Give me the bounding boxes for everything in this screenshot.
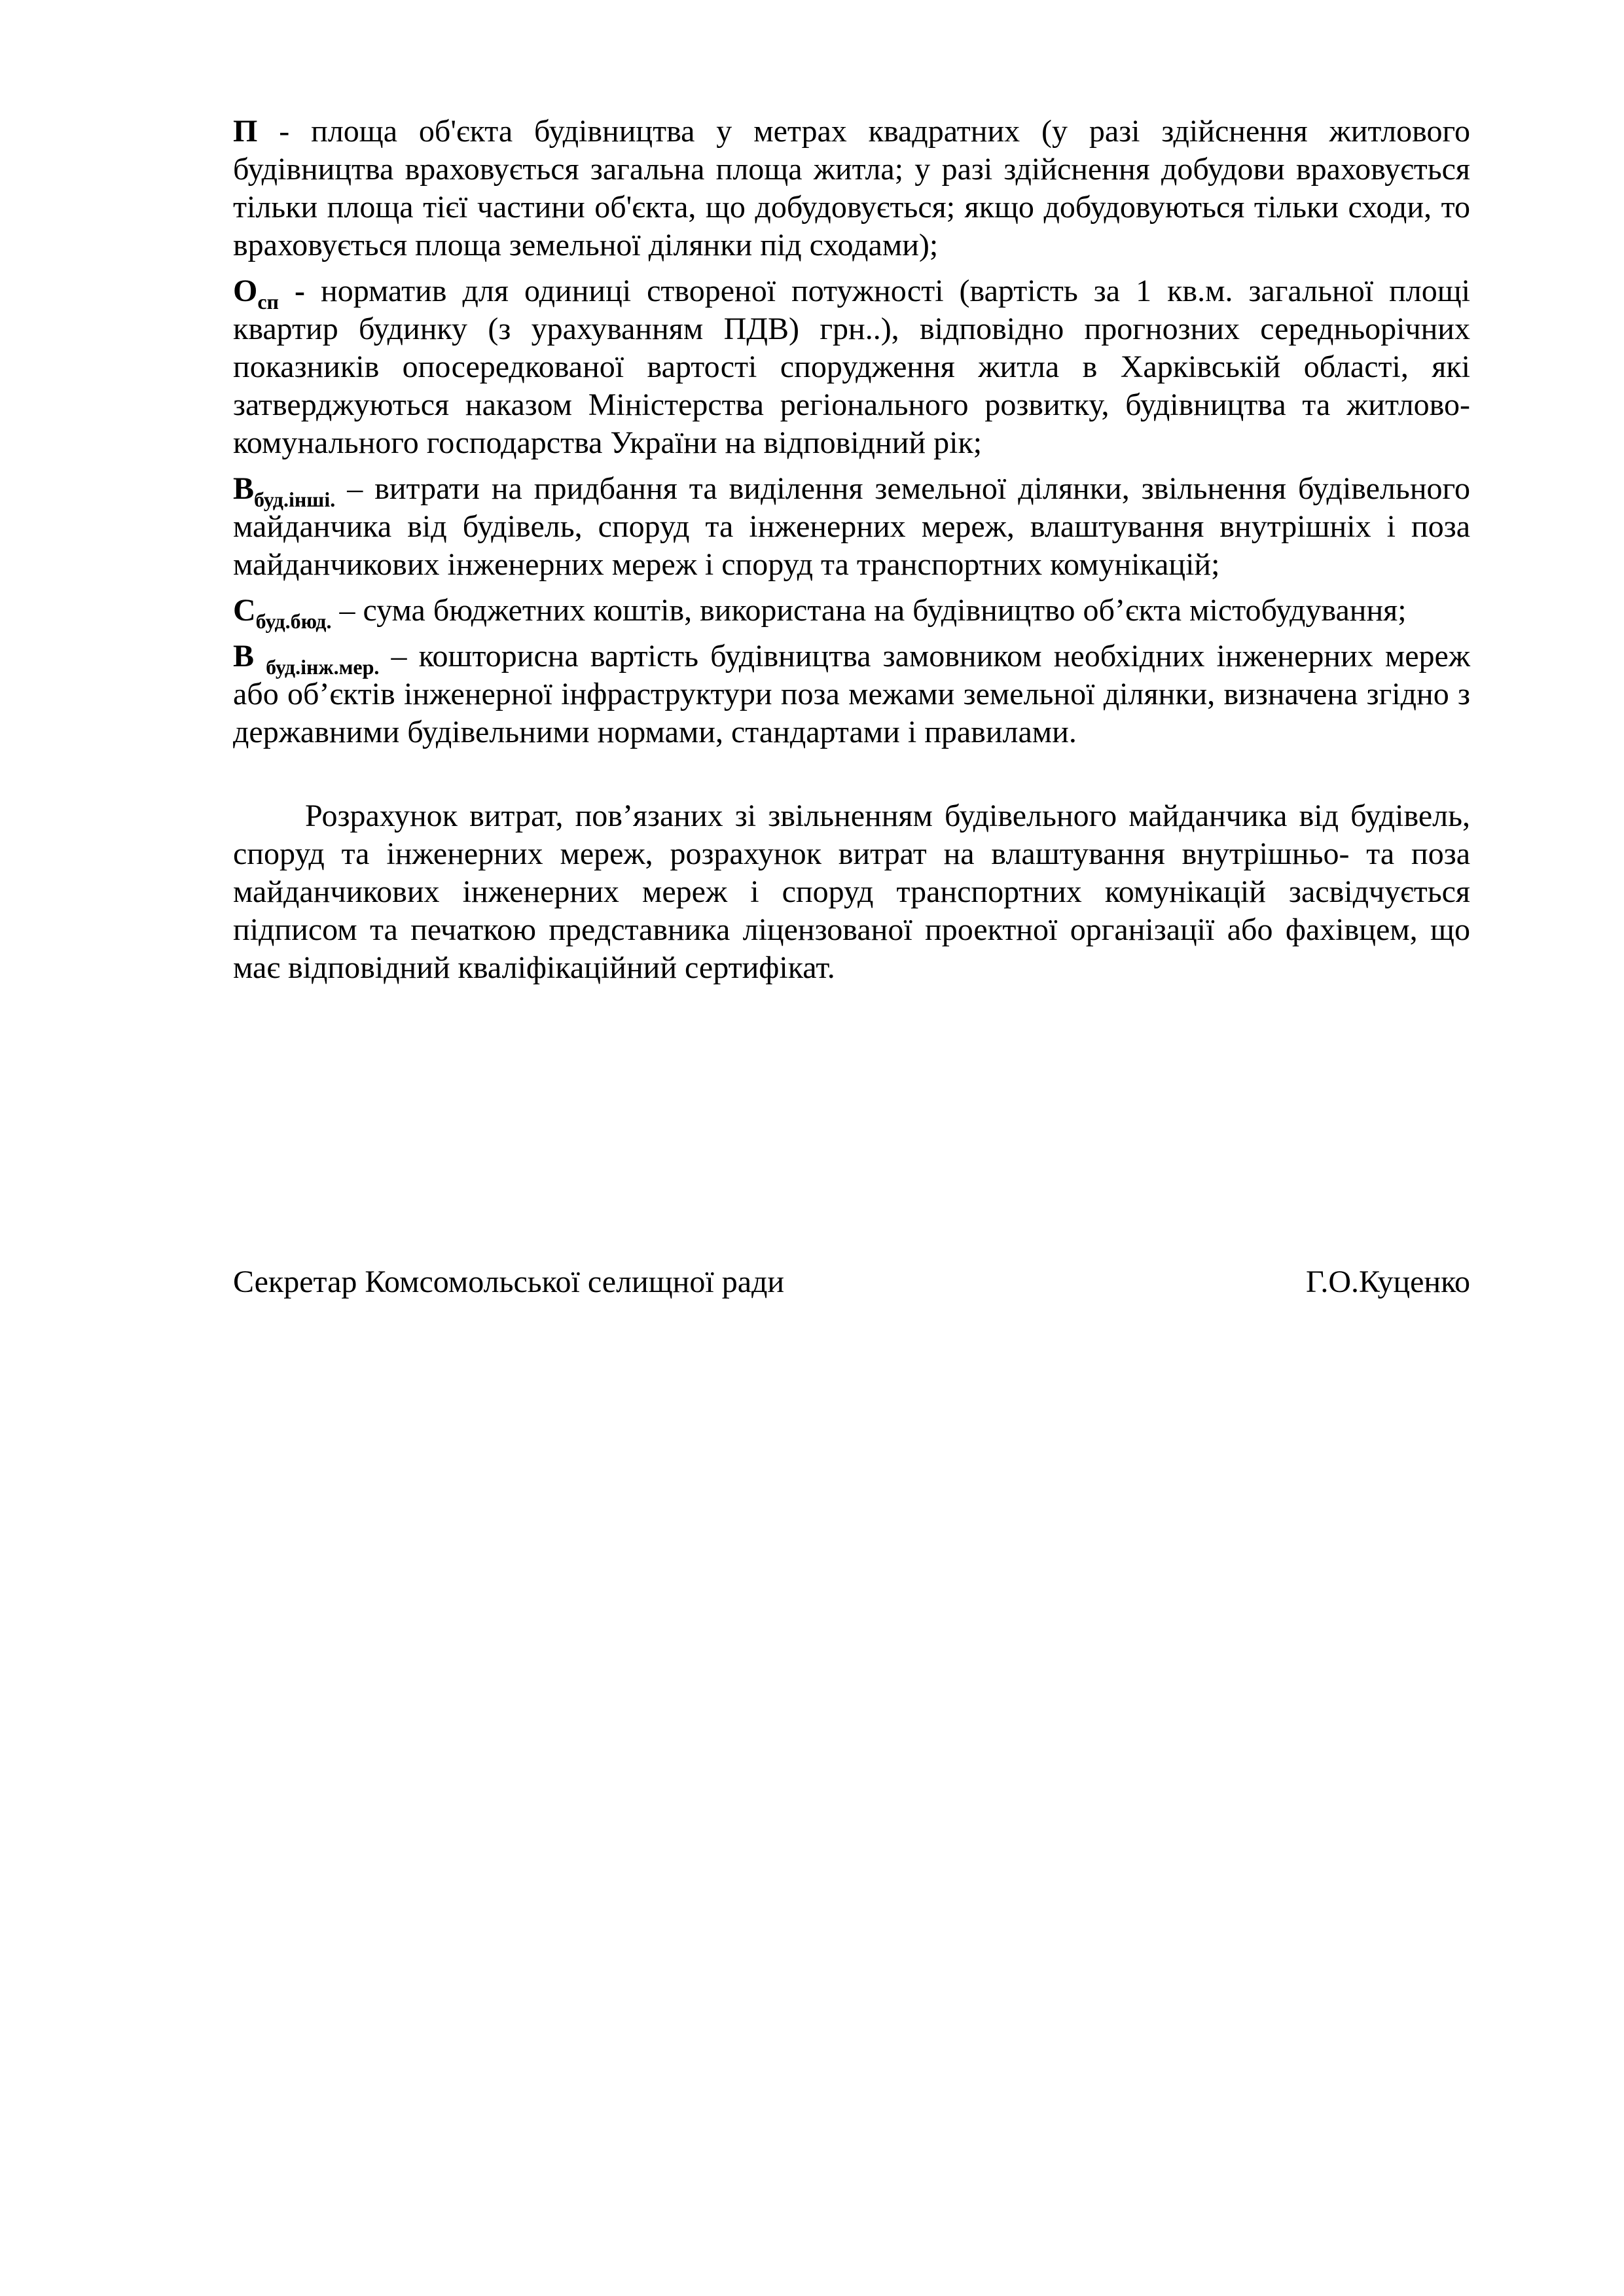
term-subscript: буд.інші. xyxy=(254,488,336,511)
definition-budget-funds xyxy=(233,592,1470,633)
term-separator: – xyxy=(379,639,419,673)
term-symbol: В xyxy=(233,639,266,673)
definition-text: площа об'єкта будівництва у метрах квадратних (у разі здійснення житлового будівництва враховується загальна площа житла; у разі здійснення добудови враховується тільки площа тієї частини об'єкта, що добудовується; якщо добудовуються тільки сходи, то враховується площа земельної ділянки під сходами); xyxy=(233,114,1471,262)
definition-norm xyxy=(233,272,1470,462)
definition-text: сума бюджетних коштів, використана на будівництво об’єкта містобудування; xyxy=(363,593,1407,628)
term-subscript: буд.бюд. xyxy=(255,609,332,633)
term-separator: - xyxy=(278,274,321,308)
signatory-position: Секретар Комсомольської селищної ради xyxy=(233,1265,785,1299)
term-separator: – xyxy=(335,471,375,506)
term-symbol: О xyxy=(233,274,258,308)
term-subscript: сп xyxy=(257,290,279,314)
definition-term xyxy=(233,639,380,679)
definition-term xyxy=(233,114,257,149)
document-body xyxy=(233,113,1470,987)
definition-term xyxy=(233,593,332,633)
term-subscript: буд.інж.мер. xyxy=(266,655,380,679)
definition-text: витрати на придбання та виділення земельної ділянки, звільнення будівельного майданчика від будівель, споруд та інженерних мереж, влаштування внутрішніх і поза майданчикових інженерних мереж і споруд та транспортних комунікацій; xyxy=(233,471,1470,582)
signature-block xyxy=(233,1263,1470,1301)
term-separator: – xyxy=(331,593,363,628)
term-symbol: П xyxy=(233,114,258,149)
definition-engineering-networks xyxy=(233,637,1470,751)
certification-paragraph: Розрахунок витрат, пов’язаних зі звільненням будівельного майданчика від будівель, споруд та інженерних мереж, розрахунок витрат на влаштування внутрішньо- та поза майданчикових інженерних мереж і споруд транспортних комунікацій засвідчується підписом та печаткою представника ліцензованої проектної організації або фахівцем, що має відповідний кваліфікаційний сертифікат. xyxy=(233,798,1470,985)
definition-text: кошторисна вартість будівництва замовником необхідних інженерних мереж або об’єктів інженерної інфраструктури поза межами земельної ділянки, визначена згідно з державними будівельними нормами, стандартами і правилами. xyxy=(233,639,1471,749)
signatory-name: Г.О.Куценко xyxy=(1306,1265,1470,1299)
definition-text: норматив для одиниці створеної потужності (вартість за 1 кв.м. загальної площі квартир будинку (з урахуванням ПДВ) грн..), відповідно прогнозних середньорічних показників опосередкованої вартості спорудження житла в Харківській області, які затверджуються наказом Міністерства регіонального розвитку, будівництва та житлово-комунального господарства України на відповідний рік; xyxy=(233,274,1471,460)
definition-area xyxy=(233,113,1470,264)
definition-term xyxy=(233,471,336,511)
term-symbol: В xyxy=(233,471,255,506)
definition-term xyxy=(233,274,321,314)
definition-other-costs xyxy=(233,470,1470,584)
term-separator: - xyxy=(257,114,312,149)
term-symbol: С xyxy=(233,593,256,628)
